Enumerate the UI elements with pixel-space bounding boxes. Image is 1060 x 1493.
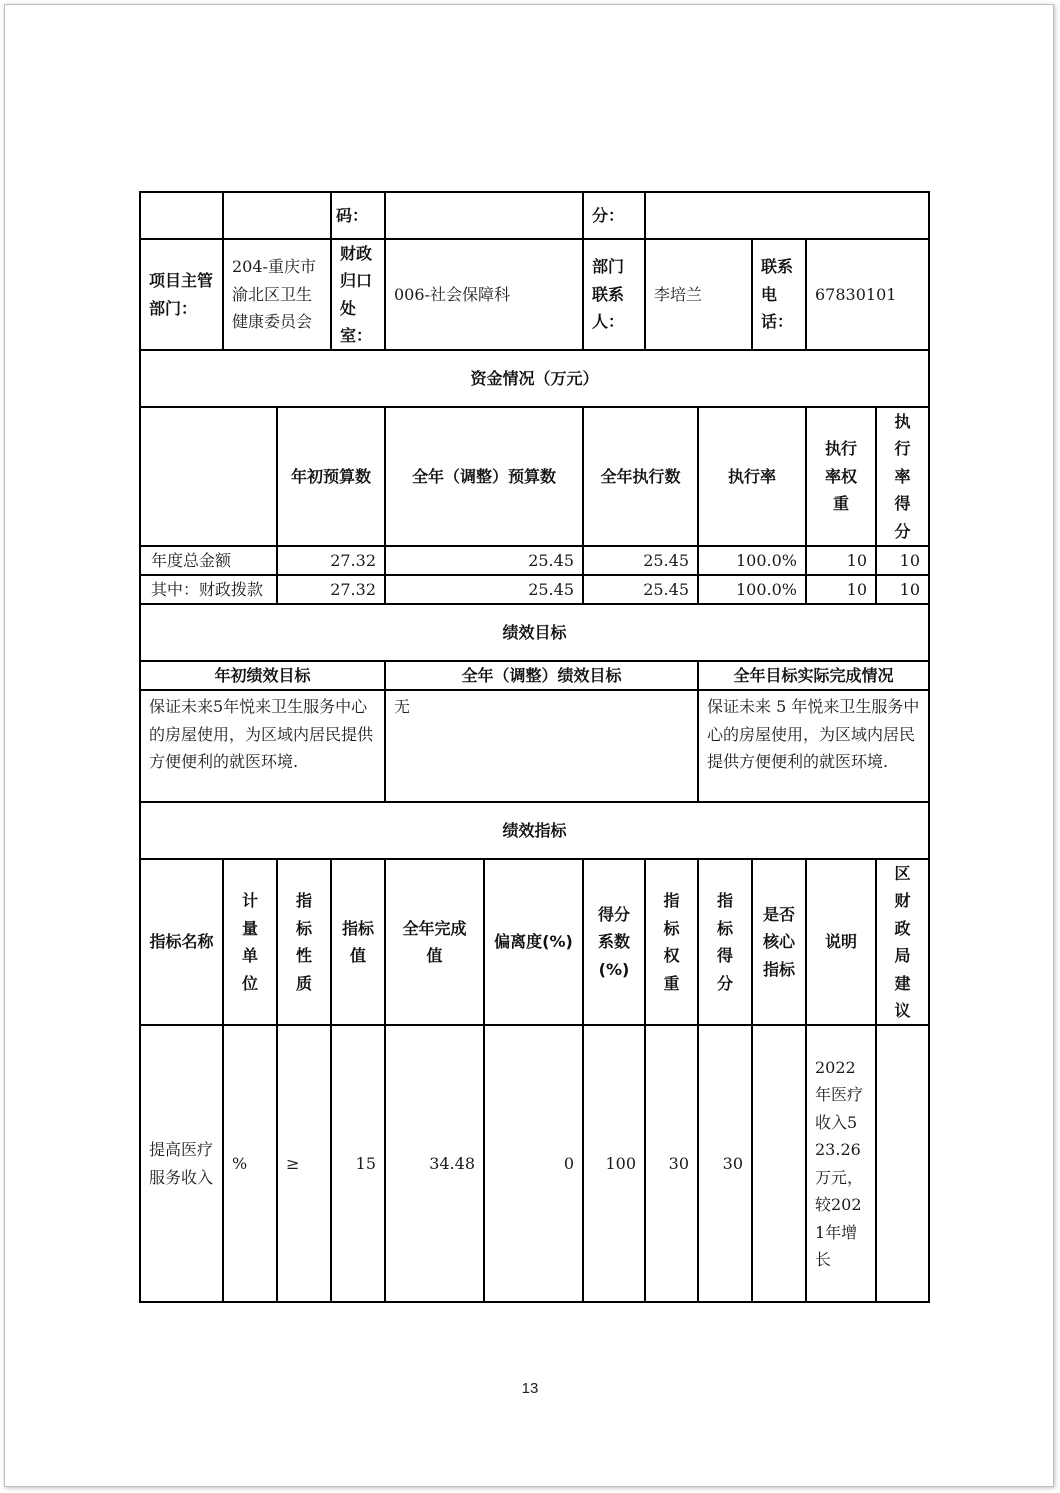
- goals-section-title: 绩效目标: [141, 605, 930, 662]
- cell-empty: [224, 193, 332, 240]
- ind-col-core: 是否核心指标: [753, 860, 807, 1026]
- funds-col-weight: 执行率权重: [807, 408, 877, 547]
- ind-col-suggestion: 区财政局建议: [877, 860, 930, 1026]
- ind-col-name: 指标名称: [141, 860, 224, 1026]
- page-number: 13: [521, 1380, 539, 1397]
- ind-deviation: 0: [485, 1026, 584, 1303]
- ind-completed: 34.48: [386, 1026, 485, 1303]
- funds-col-score: 执行率得分: [877, 408, 930, 547]
- indicators-section-title: 绩效指标: [141, 803, 930, 860]
- cell-empty: [141, 193, 224, 240]
- funds-initial-value: 27.32: [278, 547, 386, 576]
- funds-score-value: 10: [877, 576, 930, 605]
- ind-value: 15: [332, 1026, 386, 1303]
- funds-rate-value: 100.0%: [699, 547, 807, 576]
- ind-col-unit: 计量单位: [224, 860, 278, 1026]
- phone-label: 联系电话：: [753, 240, 807, 351]
- finance-office-value: 006-社会保障科: [386, 240, 584, 351]
- finance-office-label: 财政归口处室：: [332, 240, 386, 351]
- phone-value: 67830101: [807, 240, 930, 351]
- ind-suggestion: [877, 1026, 930, 1303]
- ind-col-value: 指标值: [332, 860, 386, 1026]
- dept-label: 项目主管部门：: [141, 240, 224, 351]
- funds-col-rate: 执行率: [699, 408, 807, 547]
- funds-section-title: 资金情况（万元）: [141, 351, 930, 408]
- ind-col-nature: 指标性质: [278, 860, 332, 1026]
- goals-col-actual: 全年目标实际完成情况: [699, 662, 930, 691]
- goals-actual-text: 保证未来 5 年悦来卫生服务中心的房屋使用，为区域内居民提供方便便利的就医环境.: [699, 691, 930, 803]
- goals-adjusted-text: 无: [386, 691, 699, 803]
- funds-weight-value: 10: [807, 576, 877, 605]
- ind-col-deviation: 偏离度(%): [485, 860, 584, 1026]
- ind-core: [753, 1026, 807, 1303]
- contact-value: 李培兰: [646, 240, 753, 351]
- funds-header-blank: [141, 408, 278, 547]
- funds-executed-value: 25.45: [584, 547, 699, 576]
- ind-score: 30: [699, 1026, 753, 1303]
- ind-col-completed: 全年完成值: [386, 860, 485, 1026]
- ind-name: 提高医疗服务收入: [141, 1026, 224, 1303]
- funds-col-initial: 年初预算数: [278, 408, 386, 547]
- funds-adjusted-value: 25.45: [386, 547, 584, 576]
- dept-value: 204-重庆市渝北区卫生健康委员会: [224, 240, 332, 351]
- goals-col-adjusted: 全年（调整）绩效目标: [386, 662, 699, 691]
- score-label: 分：: [584, 193, 646, 240]
- code-label: 码：: [332, 193, 386, 240]
- goals-initial-text: 保证未来5年悦来卫生服务中心的房屋使用，为区域内居民提供方便便利的就医环境.: [141, 691, 386, 803]
- ind-nature: ≥: [278, 1026, 332, 1303]
- ind-unit: %: [224, 1026, 278, 1303]
- funds-adjusted-value: 25.45: [386, 576, 584, 605]
- funds-row-label: 其中：财政拨款: [141, 576, 278, 605]
- contact-label: 部门联系人：: [584, 240, 646, 351]
- funds-rate-value: 100.0%: [699, 576, 807, 605]
- performance-evaluation-table: [139, 191, 930, 1303]
- goals-col-initial: 年初绩效目标: [141, 662, 386, 691]
- funds-executed-value: 25.45: [584, 576, 699, 605]
- ind-col-coefficient: 得分系数(%): [584, 860, 646, 1026]
- funds-score-value: 10: [877, 547, 930, 576]
- code-value: [386, 193, 584, 240]
- funds-row-label: 年度总金额: [141, 547, 278, 576]
- ind-weight: 30: [646, 1026, 699, 1303]
- ind-col-note: 说明: [807, 860, 877, 1026]
- funds-initial-value: 27.32: [278, 576, 386, 605]
- ind-col-score: 指标得分: [699, 860, 753, 1026]
- ind-coefficient: 100: [584, 1026, 646, 1303]
- funds-weight-value: 10: [807, 547, 877, 576]
- funds-col-adjusted: 全年（调整）预算数: [386, 408, 584, 547]
- ind-col-weight: 指标权重: [646, 860, 699, 1026]
- funds-col-executed: 全年执行数: [584, 408, 699, 547]
- score-value: [646, 193, 930, 240]
- ind-note: 2022年医疗收入523.26万元，较2021年增长: [807, 1026, 877, 1303]
